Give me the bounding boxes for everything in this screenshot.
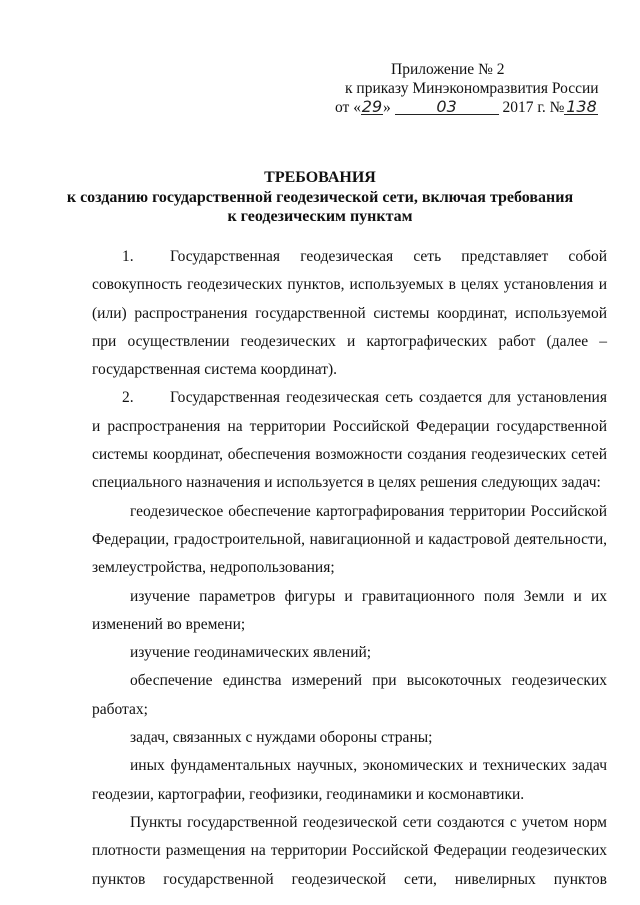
document-subtitle-1: к созданию государственной геодезической сети, включая требования bbox=[66, 189, 574, 206]
annex-label: Приложение № 2 bbox=[391, 61, 505, 78]
task-item: изучение параметров фигуры и гравитационного поля Земли и их изменений во времени; bbox=[92, 587, 607, 633]
document-title: ТРЕБОВАНИЯ bbox=[264, 169, 376, 186]
task-item: обеспечение единства измерений при высокоточных геодезических работах; bbox=[92, 672, 607, 718]
paragraph-3: Пункты государственной геодезической сети создаются с учетом норм плотности размещения на территории Российской Федерации геодезических пунктов государственной геодезической сети, нивелирных пунктов bbox=[92, 813, 607, 888]
paragraph-2: 2. Государственная геодезическая сеть создается для установления и распространения на территории Российской Федерации государственной системы координат, обеспечения возможности создания геодезических сетей специального назначения и используется в целях решения следующих задач: bbox=[92, 389, 607, 492]
annex-header bbox=[335, 60, 625, 117]
handwritten-day: 29 bbox=[361, 97, 383, 116]
order-date-line: от «29» 03 2017 г. № 138 bbox=[335, 97, 597, 116]
handwritten-order-number: 138 bbox=[566, 97, 597, 116]
task-item: геодезическое обеспечение картографирования территории Российской Федерации, градостроительной, навигационной и кадастровой деятельности, землеустройства, недропользования; bbox=[92, 502, 607, 577]
task-item: задач, связанных с нуждами обороны страны; bbox=[130, 729, 433, 747]
paragraph-1: 1. Государственная геодезическая сеть представляет собой совокупность геодезических пунктов, используемых в целях установления и (или) распространения государственной системы координат, используемой при осуществлении геодезических и картографических работ (далее – государственная система координат). bbox=[92, 248, 607, 379]
document-body bbox=[92, 243, 607, 894]
handwritten-month: 03 bbox=[395, 99, 499, 115]
order-reference: к приказу Минэкономразвития России bbox=[345, 80, 599, 97]
task-item: иных фундаментальных научных, экономических и технических задач геодезии, картографии, геофизики, геодинамики и космонавтики. bbox=[92, 757, 607, 803]
task-item: изучение геодинамических явлений; bbox=[130, 644, 372, 662]
document-subtitle-2: к геодезическим пунктам bbox=[227, 208, 413, 225]
